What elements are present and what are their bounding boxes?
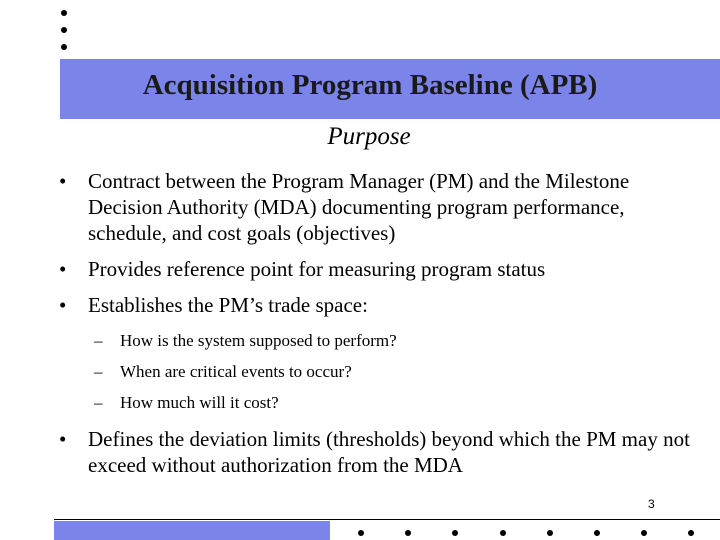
footer-dot-6 (594, 530, 600, 536)
footer-rule (54, 519, 720, 520)
sub-bullet-marker: – (94, 393, 103, 412)
bullet-item: Defines the deviation limits (thresholds) beyond which the PM may not exceed without authorization from the MDA (88, 427, 690, 477)
bullet-marker: • (59, 169, 67, 193)
footer-dot-3 (452, 530, 458, 536)
footer-band (54, 521, 330, 540)
page-number: 3 (648, 497, 655, 511)
footer-dot-2 (405, 530, 411, 536)
bullet-item: Provides reference point for measuring program status (88, 257, 546, 281)
bullet-item: Establishes the PM’s trade space: (88, 293, 368, 317)
decor-dot-3 (61, 44, 67, 50)
sub-bullet-marker: – (94, 362, 103, 381)
decor-dot-1 (61, 10, 67, 16)
title-band (60, 59, 720, 119)
sub-bullet-item: How much will it cost? (120, 393, 279, 412)
slide-title: Acquisition Program Baseline (APB) (142, 69, 598, 101)
bullet-marker: • (59, 293, 67, 317)
footer-dot-4 (500, 530, 506, 536)
bullet-marker: • (59, 257, 67, 281)
sub-bullet-item: How is the system supposed to perform? (120, 331, 397, 350)
footer-dot-8 (688, 530, 694, 536)
footer-dot-1 (358, 530, 364, 536)
slide-subtitle: Purpose (327, 123, 411, 150)
footer-dot-7 (641, 530, 647, 536)
bullet-item: Contract between the Program Manager (PM) and the Milestone Decision Authority (MDA) documenting program performance, schedule, and cost goals (objectives) (88, 169, 630, 245)
footer-dot-5 (547, 530, 553, 536)
bullet-marker: • (59, 427, 67, 451)
sub-bullet-marker: – (94, 331, 103, 350)
decor-dot-2 (61, 27, 67, 33)
sub-bullet-item: When are critical events to occur? (120, 362, 352, 381)
